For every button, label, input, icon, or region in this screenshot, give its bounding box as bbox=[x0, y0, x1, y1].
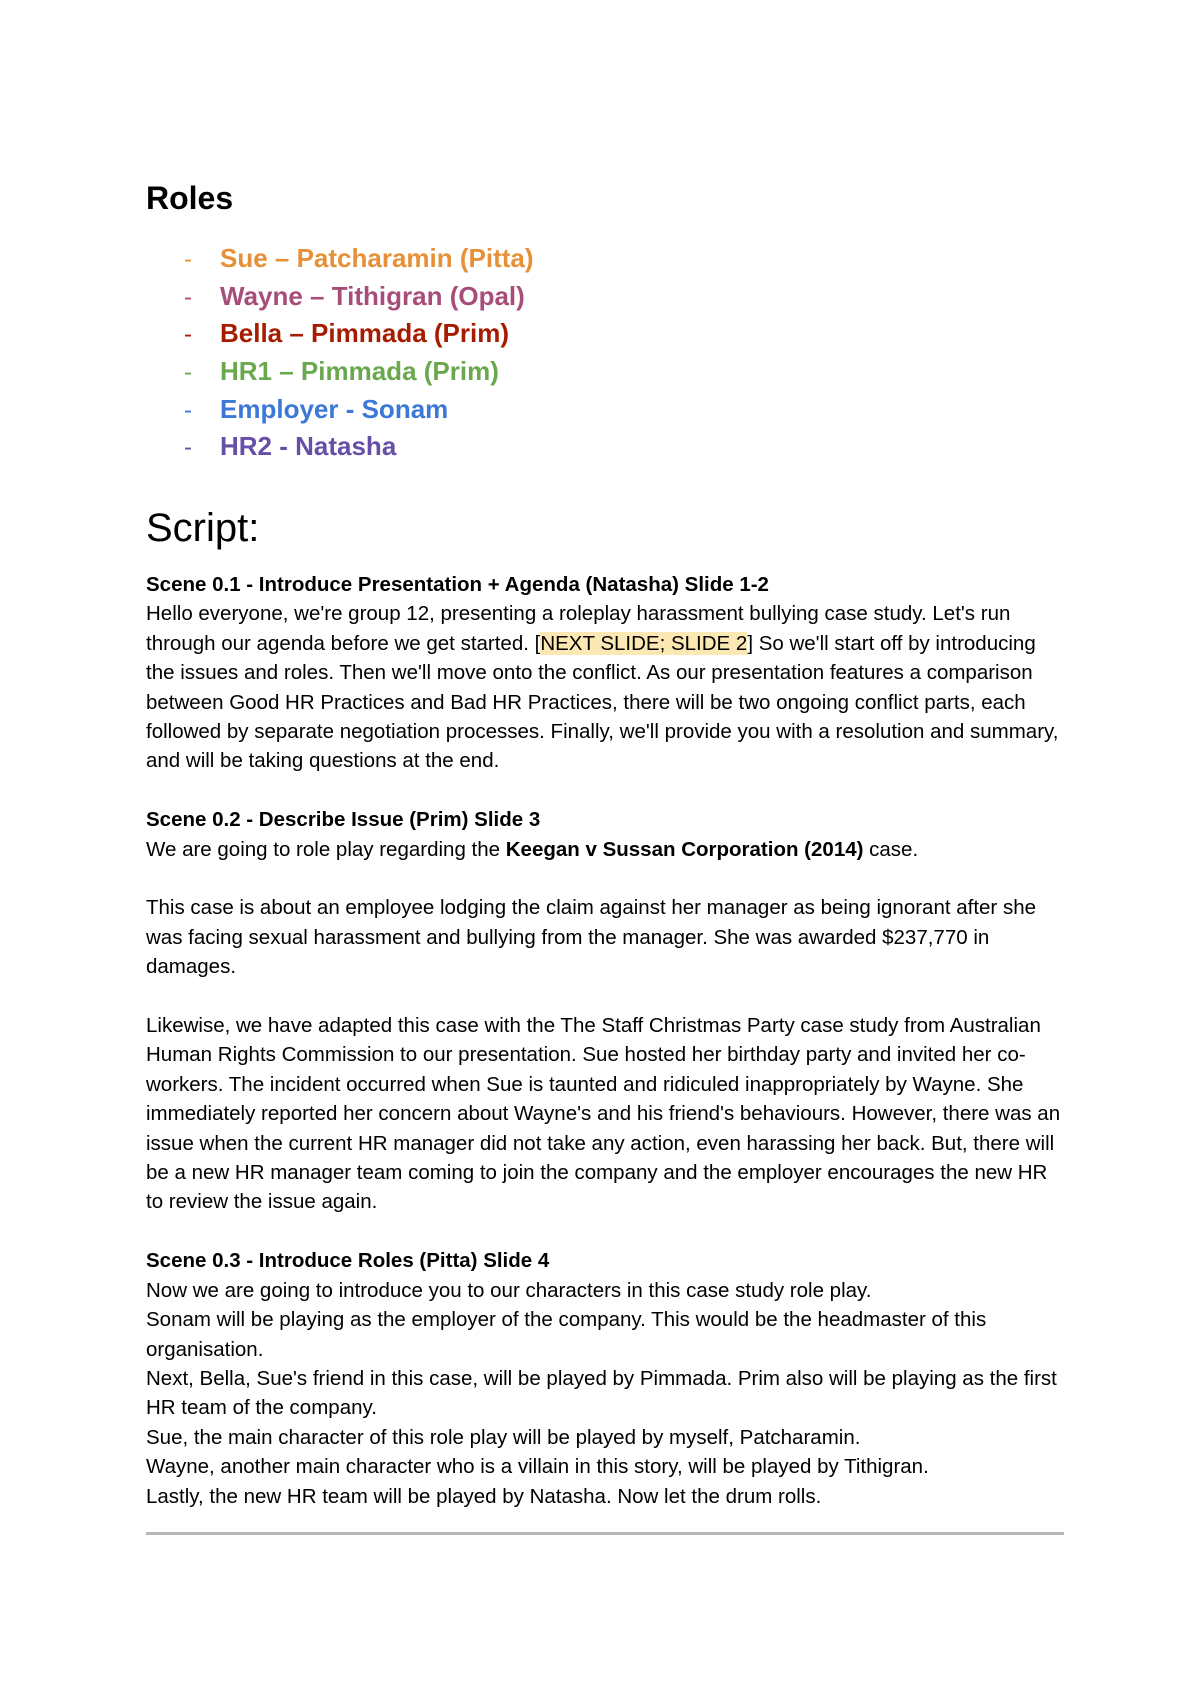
blank-line bbox=[146, 864, 1064, 893]
paragraph-text: case. bbox=[863, 837, 919, 861]
roles-list bbox=[184, 245, 534, 471]
scene-line: Now we are going to introduce you to our characters in this case study role play. bbox=[146, 1278, 872, 1302]
script-body bbox=[146, 570, 1064, 1511]
scene-title-0-3: Scene 0.3 - Introduce Roles (Pitta) Slide 4 bbox=[146, 1249, 550, 1273]
role-label: Employer - Sonam bbox=[220, 393, 449, 424]
list-dash: - bbox=[184, 321, 192, 349]
list-dash: - bbox=[184, 283, 192, 311]
role-label: Wayne – Tithigran (Opal) bbox=[220, 280, 525, 311]
scene-paragraph: This case is about an employee lodging the claim against her manager as being ignorant after she was facing sexual harassment and bullying from the manager. She was awarded $237,770 in damages. bbox=[146, 896, 1037, 979]
scene-line: Lastly, the new HR team will be played by Natasha. Now let the drum rolls. bbox=[146, 1484, 822, 1508]
role-label: HR1 – Pimmada (Prim) bbox=[220, 356, 499, 387]
role-item-employer bbox=[184, 393, 534, 434]
role-label: Bella – Pimmada (Prim) bbox=[220, 318, 509, 349]
list-dash: - bbox=[184, 396, 192, 424]
role-item-sue bbox=[184, 245, 534, 283]
scene-line: Sue, the main character of this role play will be played by myself, Patcharamin. bbox=[146, 1425, 861, 1449]
list-dash: - bbox=[184, 434, 192, 462]
role-item-hr1 bbox=[184, 358, 534, 396]
blank-line bbox=[146, 1217, 1064, 1246]
paragraph-text: Hello everyone, we're group 12, presenting a roleplay harassment bullying case study. Let's run through our agenda before we get started. [ bbox=[146, 602, 1011, 655]
role-label: HR2 - Natasha bbox=[220, 431, 397, 462]
blank-line bbox=[146, 982, 1064, 1011]
scene-line: Sonam will be playing as the employer of the company. This would be the headmaster of this organisation. bbox=[146, 1308, 987, 1361]
scene-line: Wayne, another main character who is a villain in this story, will be played by Tithigran. bbox=[146, 1455, 929, 1479]
role-item-hr2 bbox=[184, 433, 534, 471]
highlighted-slide-cue: NEXT SLIDE; SLIDE 2 bbox=[540, 631, 748, 655]
roles-heading: Roles bbox=[146, 180, 234, 216]
scene-paragraph: Likewise, we have adapted this case with the The Staff Christmas Party case study from Australian Human Rights Commission to our presentation. Sue hosted her birthday party and invited her co-workers. The incident occurred when Sue is taunted and ridiculed inappropriately by Wayne. She immediately reported her concern about Wayne's and his friend's behaviours. However, there was an issue when the current HR manager did not take any action, even harassing her back. But, there will be a new HR manager team coming to join the company and the employer encourages the new HR to review the issue again. bbox=[146, 1014, 1061, 1214]
list-dash: - bbox=[184, 359, 192, 387]
paragraph-text: ] So we'll start off by introducing the issues and roles. Then we'll move onto the conflict. As our presentation features a comparison between Good HR Practices and Bad HR Practices, there will be two ongoing conflict parts, each followed by separate negotiation processes. Finally, we'll provide you with a resolution and summary, and will be taking questions at the end. bbox=[146, 631, 1059, 773]
scene-line: Next, Bella, Sue's friend in this case, will be played by Pimmada. Prim also will be playing as the first HR team of the company. bbox=[146, 1366, 1057, 1420]
role-label: Sue – Patcharamin (Pitta) bbox=[220, 243, 534, 273]
scene-paragraph bbox=[146, 835, 1064, 864]
list-dash: - bbox=[184, 246, 192, 273]
role-item-wayne bbox=[184, 280, 534, 321]
horizontal-rule bbox=[146, 1532, 1064, 1535]
blank-line bbox=[146, 776, 1064, 805]
scene-paragraph bbox=[146, 599, 1064, 775]
scene-title-0-2: Scene 0.2 - Describe Issue (Prim) Slide 3 bbox=[146, 808, 541, 832]
scene-title-0-1: Scene 0.1 - Introduce Presentation + Agenda (Natasha) Slide 1-2 bbox=[146, 573, 769, 596]
case-name: Keegan v Sussan Corporation (2014) bbox=[505, 837, 864, 861]
paragraph-text: We are going to role play regarding the bbox=[146, 837, 506, 861]
script-heading: Script: bbox=[146, 506, 260, 550]
role-item-bella bbox=[184, 320, 534, 358]
